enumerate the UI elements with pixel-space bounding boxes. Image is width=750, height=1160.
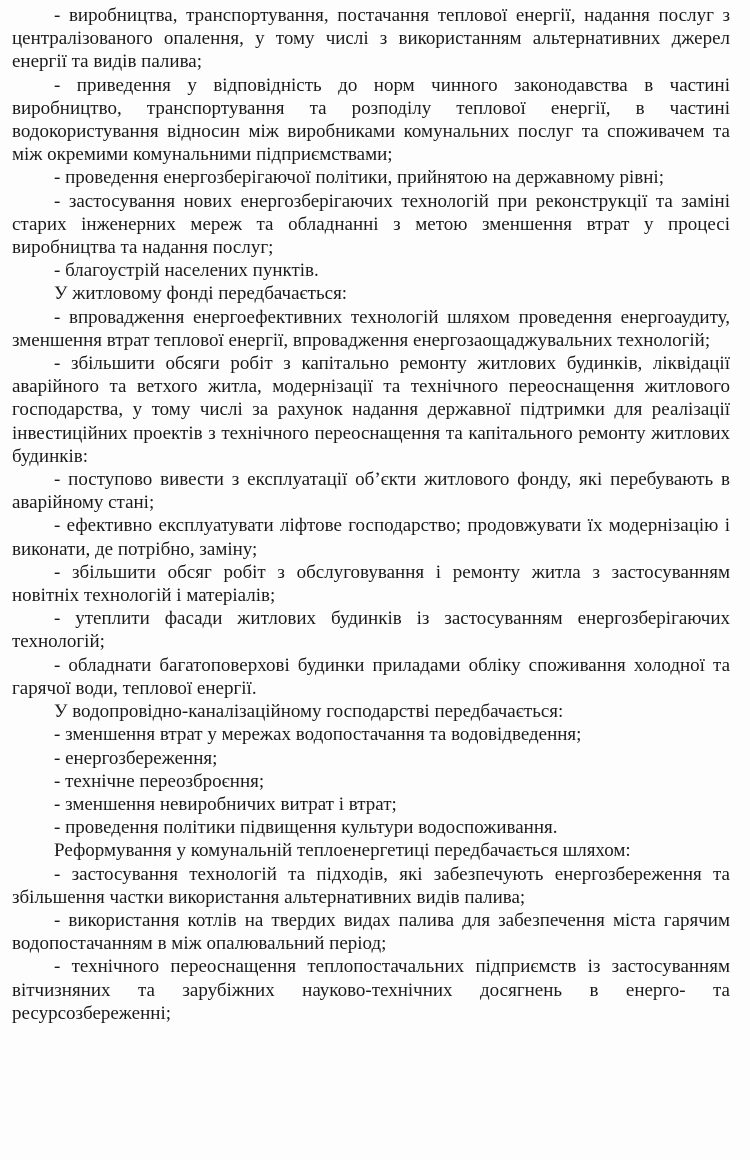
paragraph-solid-fuel-boilers: - використання котлів на твердих видах палива для забезпечення міста гарячим водопостачанням в між опалювальний період; bbox=[12, 909, 730, 955]
paragraph-legal-compliance: - приведення у відповідність до норм чинного законодавства в частині виробництво, транспортування та розподілу теплової енергії, в частині водокористування відносин між виробниками комунальних послуг та споживачем та між окремими комунальними підприємствами; bbox=[12, 74, 730, 166]
list-item-energy-saving: - енергозбереження; bbox=[54, 747, 218, 769]
list-item-nonproduction-costs: - зменшення невиробничих витрат і втрат; bbox=[54, 793, 397, 815]
paragraph-alternative-fuels: - застосування технологій та підходів, які забезпечують енергозбереження та збільшення частки використання альтернативних видів палива; bbox=[12, 863, 730, 908]
list-item-water-culture: - проведення політики підвищення культури водоспоживання. bbox=[54, 817, 558, 839]
heading-water-sewerage: У водопровідно-каналізаційному господарстві передбачається: bbox=[54, 701, 564, 723]
paragraph-technical-reequipment: - технічного переоснащення теплопостачальних підприємств із застосуванням вітчизняних та зарубіжних науково-технічних досягнень в енерго- та ресурсозбереженні; bbox=[12, 956, 730, 1024]
list-item-re-equipment: - технічне переозброєння; bbox=[54, 770, 265, 792]
paragraph-energy-policy: - проведення енергозберігаючої політики, прийнятою на державному рівні; bbox=[54, 167, 664, 189]
list-item-water-losses: - зменшення втрат у мережах водопостачання та водовідведення; bbox=[54, 724, 582, 746]
heading-housing-fund: У житловому фонді передбачається: bbox=[54, 283, 348, 305]
paragraph-metering: - обладнати багатоповерхові будинки приладами обліку споживання холодної та гарячої води, теплової енергії. bbox=[12, 654, 730, 699]
paragraph-capital-repair: - збільшити обсяги робіт з капітально ремонту житлових будинків, ліквідації аварійного та ветхого житла, модернізації та технічного переоснащення житлового господарства, у тому числі за рахунок надання державної підтримки для реалізації інвестиційних проектів з технічного переоснащення та капітального ремонту житлових будинків: bbox=[12, 353, 730, 467]
paragraph-elevators: - ефективно експлуатувати ліфтове господарство; продовжувати їх модернізацію і виконати, де потрібно, заміну; bbox=[12, 515, 730, 560]
paragraph-insulation: - утеплити фасади житлових будинків із застосуванням енергозберігаючих технологій; bbox=[12, 608, 730, 653]
document-body bbox=[12, 4, 730, 1025]
paragraph-energy-audit: - впровадження енергоефективних технологій шляхом проведення енергоаудиту, зменшення втрат теплової енергії, впровадження енергозаощаджувальних технологій; bbox=[12, 306, 730, 351]
paragraph-maintenance: - збільшити обсяг робіт з обслуговування і ремонту житла з застосуванням новітніх технологій і матеріалів; bbox=[12, 561, 730, 607]
paragraph-emergency-housing: - поступово вивести з експлуатації об’єкти житлового фонду, які перебувають в аварійному стані; bbox=[12, 469, 730, 514]
paragraph-new-technologies: - застосування нових енергозберігаючих технологій при реконструкції та заміні старих інженерних мереж та обладнанні з метою зменшення втрат у процесі виробництва та надання послуг; bbox=[12, 190, 730, 259]
paragraph-heat-supply: - виробництва, транспортування, постачання теплової енергії, надання послуг з централізованого опалення, у тому числі з використанням альтернативних джерел енергії та видів палива; bbox=[12, 5, 730, 73]
paragraph-landscaping: - благоустрій населених пунктів. bbox=[54, 260, 319, 282]
heading-heat-reform: Реформування у комунальній теплоенергетиці передбачається шляхом: bbox=[54, 840, 631, 862]
